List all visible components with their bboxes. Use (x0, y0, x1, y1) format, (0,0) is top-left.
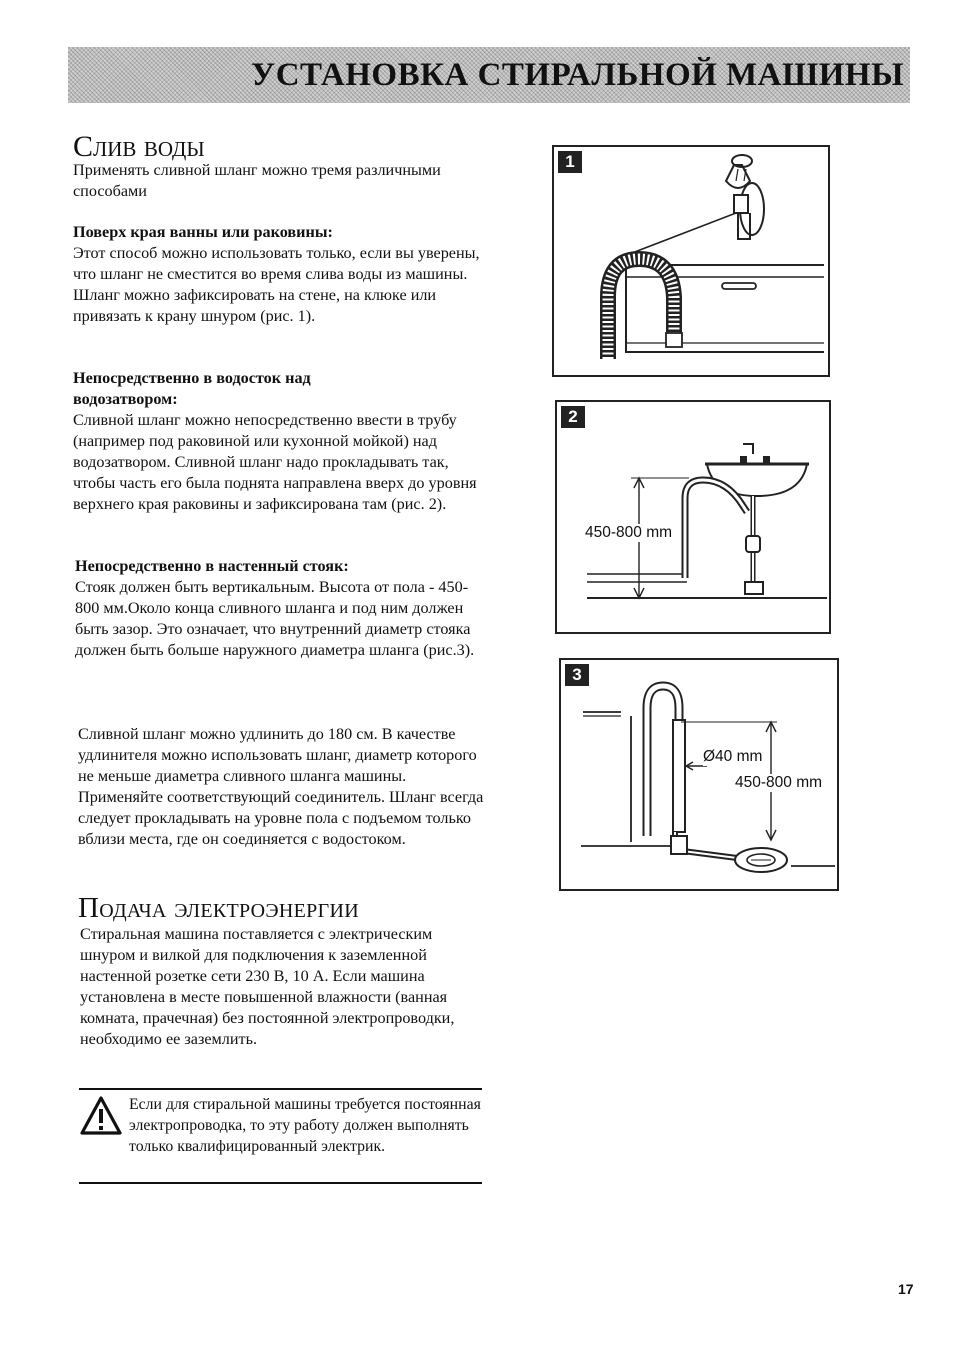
drain-method-3 (75, 556, 485, 661)
drain-method-3-body: Стояк должен быть вертикальным. Высота от пола - 450-800 мм.Около конца сливного шланга и под ним должен быть зазор. Это означает, что внутренний диаметр стояка должен быть больше наружного диаметра шланга (рис.3). (75, 578, 475, 659)
drain-method-3-title: Непосредственно в настенный стояк: (75, 557, 349, 575)
power-body: Стиральная машина поставляется с электрическим шнуром и вилкой для подключения к заземленной настенной розетке сети 230 В, 10 А. Если машина установлена в месте повышенной влажности (ванная комната, прачечная) без постоянной электропроводки, необходимо ее заземлить. (80, 925, 455, 1048)
page-title: УСТАНОВКА СТИРАЛЬНОЙ МАШИНЫ (250, 57, 904, 93)
page-number: 17 (898, 1281, 914, 1297)
drain-method-1-title: Поверх края ванны или раковины: (73, 223, 333, 241)
figure-1-number: 1 (558, 151, 582, 173)
drain-method-2-title: Непосредственно в водосток над водозатвором: (73, 369, 311, 408)
figure-2 (555, 400, 831, 634)
drain-intro: Применять сливной шланг можно тремя различными способами (73, 161, 441, 200)
warning-box (79, 1088, 482, 1184)
section-heading-power: Подача электроэнергии (78, 892, 359, 924)
warning-text: Если для стиральной машины требуется постоянная электропроводка, то эту работу должен выполнять только квалифицированный электрик. (129, 1096, 481, 1155)
figure-1-illustration (554, 147, 828, 375)
section-heading-drain: Слив воды (73, 130, 205, 163)
drain-method-1 (73, 222, 483, 327)
header-band (68, 47, 910, 103)
figure-3-diameter: Ø40 mm (703, 748, 763, 765)
drain-extension-note: Сливной шланг можно удлинить до 180 см. В качестве удлинителя можно использовать шланг, диаметр которого не меньше диаметра сливного шланга машины. Применяйте соответствующий соединитель. Шланг всегда следует прокладывать на уровне пола с подъемом только вблизи места, где он соединяется с водостоком. (78, 725, 484, 848)
figure-1 (552, 145, 830, 377)
warning-triangle-icon (80, 1096, 122, 1136)
drain-method-2-body: Сливной шланг можно непосредственно ввести в трубу (например под раковиной или кухонной мойкой) над водозатвором. Сливной шланг надо прокладывать так, чтобы часть его была поднята направлена вверх до уровня верхнего края раковины и зафиксирована там (рис. 2). (73, 411, 477, 513)
drain-method-2 (73, 368, 483, 515)
drain-method-1-body: Этот способ можно использовать только, если вы уверены, что шланг не сместится во время слива воды из машины. Шланг можно зафиксировать на стене, на клюке или привязать к крану шнуром (рис. 1). (73, 244, 480, 325)
figure-3-dimension: 450-800 mm (735, 774, 823, 791)
figure-2-number: 2 (561, 406, 585, 428)
figure-2-dimension: 450-800 mm (585, 524, 673, 541)
figure-2-illustration (557, 402, 829, 632)
figure-3-number: 3 (565, 664, 589, 686)
figure-3 (559, 658, 839, 891)
